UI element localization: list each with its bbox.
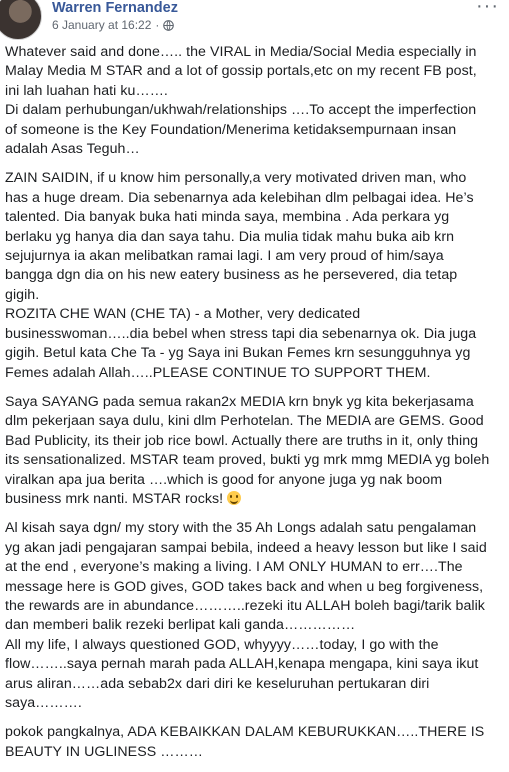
post-text-line	[5, 364, 505, 383]
post-text: Di dalam perhubungan/ukhwah/relationships ….To accept the imperfection	[5, 102, 477, 119]
post-text-line	[5, 451, 505, 470]
post-text-line	[5, 519, 505, 538]
post-text-line	[5, 325, 505, 344]
post-header	[0, 0, 509, 42]
post-text: gigih. Betul kata Che Ta - yg Saya ini Bukan Femes krn sesungguhnya yg	[5, 345, 471, 362]
post-text-line	[5, 305, 505, 324]
post-text: arus aliran……ada sebab2x dari diri ke keseluruhan pertukaran diri	[5, 675, 430, 692]
post-text: viralkan apa jua berita ….which is good for anyone juga yg nak boom	[5, 471, 443, 488]
post-text: Whatever said and done….. the VIRAL in Media/Social Media especially in	[5, 44, 477, 60]
post-text-line	[5, 43, 505, 62]
post-text-line	[5, 558, 505, 577]
post-text: dan memberi balik rezeki berlipat kali ganda……………	[5, 617, 356, 634]
post-text-line	[5, 140, 505, 159]
post-text-line	[5, 266, 505, 285]
post-text-line	[5, 597, 505, 616]
post-text: businesswoman…..dia bebel when stress tapi dia sebenarnya ok. Dia juga	[5, 325, 477, 342]
post-text: pokok pangkalnya, ADA KEBAIKKAN DALAM KEBURUKKAN…..THERE IS	[5, 724, 485, 741]
post-text: flow……..saya pernah marah pada ALLAH,kenapa mengapa, kini saya ikut	[5, 656, 479, 673]
meta-separator: ·	[155, 18, 160, 32]
more-options-icon[interactable]: ···	[476, 0, 499, 17]
post-text-line	[5, 228, 505, 247]
post-text: the rewards are in abundance………..rezeki itu ALLAH boleh bagi/tarik balik	[5, 597, 485, 614]
post-text: Al kisah saya dgn/ my story with the 35 Ah Longs adalah satu pengalaman	[5, 520, 477, 537]
post-text-line	[5, 412, 505, 431]
post-text: dlm pekerjaan saya dulu, kini dlm Perhotelan. The MEDIA are GEMS. Good	[5, 413, 484, 430]
post-text-line	[5, 208, 505, 227]
post-text: sejujurnya ia akan melibatkan ramai lagi. I am very proud of him/saya	[5, 248, 444, 265]
post-text: gigih.	[5, 286, 40, 303]
post-text-line	[5, 578, 505, 597]
post-timestamp[interactable]: 6 January at 16:22	[52, 18, 152, 32]
post-text: has a huge dream. Dia sebenarnya ada kelebihan dlm pelbagai idea. He’s	[5, 189, 474, 206]
post-text: adalah Asas Teguh…	[5, 141, 140, 158]
post-paragraph	[5, 43, 505, 159]
post-text-line	[5, 675, 505, 694]
globe-icon[interactable]	[163, 20, 174, 31]
post-text: All my life, I always questioned GOD, whyyyy……today, I go with the	[5, 636, 439, 653]
post-text: berlaku yg hanya dia dan saya tahu. Dia mulia tidak mahu buka aib krn	[5, 228, 455, 245]
post-text: ini lah luahan hati ku…….	[5, 82, 168, 99]
post-text-line	[5, 432, 505, 451]
post-text: at the end , everyone’s making a living. I AM ONLY HUMAN to err….The	[5, 559, 463, 576]
post-meta	[52, 18, 174, 32]
post-text: its sensationalized. MSTAR team proved, bukti yg mrk mmg MEDIA yg boleh	[5, 452, 490, 469]
post-text-line	[5, 743, 505, 762]
post-text-line	[5, 247, 505, 266]
post-text-line	[5, 121, 505, 140]
post-text-line	[5, 636, 505, 655]
post-text-line	[5, 723, 505, 742]
post-text-line	[5, 286, 505, 305]
author-name[interactable]: Warren Fernandez	[52, 0, 178, 16]
post-body	[5, 43, 505, 772]
post-text-line	[5, 616, 505, 635]
post-text: of someone is the Key Foundation/Menerima ketidaksempurnaan insan	[5, 121, 457, 138]
author-avatar[interactable]	[0, 0, 42, 40]
post-text: ZAIN SAIDIN, if u know him personally,a very motivated driven man, who	[5, 170, 467, 187]
post-text-line	[5, 655, 505, 674]
post-text: Bad Publicity, its their job rice bowl. Actually there are truths in it, only thing	[5, 432, 479, 449]
post-text-line	[5, 694, 505, 713]
post-text: saya……….	[5, 695, 82, 711]
post-text: Malay Media M STAR and a lot of gossip portals,etc on my recent FB post,	[5, 63, 477, 80]
post-text-line	[5, 189, 505, 208]
post-text: BEAUTY IN UGLINESS ………	[5, 743, 203, 760]
post-text: ROZITA CHE WAN (CHE TA) - a Mother, very dedicated	[5, 306, 361, 323]
post-text-line	[5, 539, 505, 558]
post-text: Saya SAYANG pada semua rakan2x MEDIA krn bnyk yg kita bekerjasama	[5, 393, 474, 410]
post-text-line	[5, 62, 505, 81]
post-text: message here is GOD gives, GOD takes back and when u beg forgiveness,	[5, 578, 484, 595]
post-text-line	[5, 471, 505, 490]
post-text-line	[5, 393, 505, 412]
post-paragraph	[5, 169, 505, 382]
post-text: business mrk nanti. MSTAR rocks!	[5, 490, 228, 507]
post-text-line	[5, 344, 505, 363]
grinning-face-emoji	[227, 491, 241, 505]
post-text-line	[5, 101, 505, 120]
post-paragraph	[5, 723, 505, 762]
post-text-line	[5, 490, 505, 509]
post-text-line	[5, 82, 505, 101]
post-text: Femes adalah Allah…..PLEASE CONTINUE TO SUPPORT THEM.	[5, 364, 431, 381]
post-text: bangga dgn dia on his new eatery business as he persevered, dia tetap	[5, 267, 458, 284]
post-text: talented. Dia banyak buka hati minda saya, membina . Ada perkara yg	[5, 209, 450, 226]
post-text: yg akan jadi pengajaran sampai bebila, indeed a heavy lesson but like I said	[5, 539, 487, 556]
post-paragraph	[5, 393, 505, 509]
post-text-line	[5, 169, 505, 188]
post-paragraph	[5, 519, 505, 713]
